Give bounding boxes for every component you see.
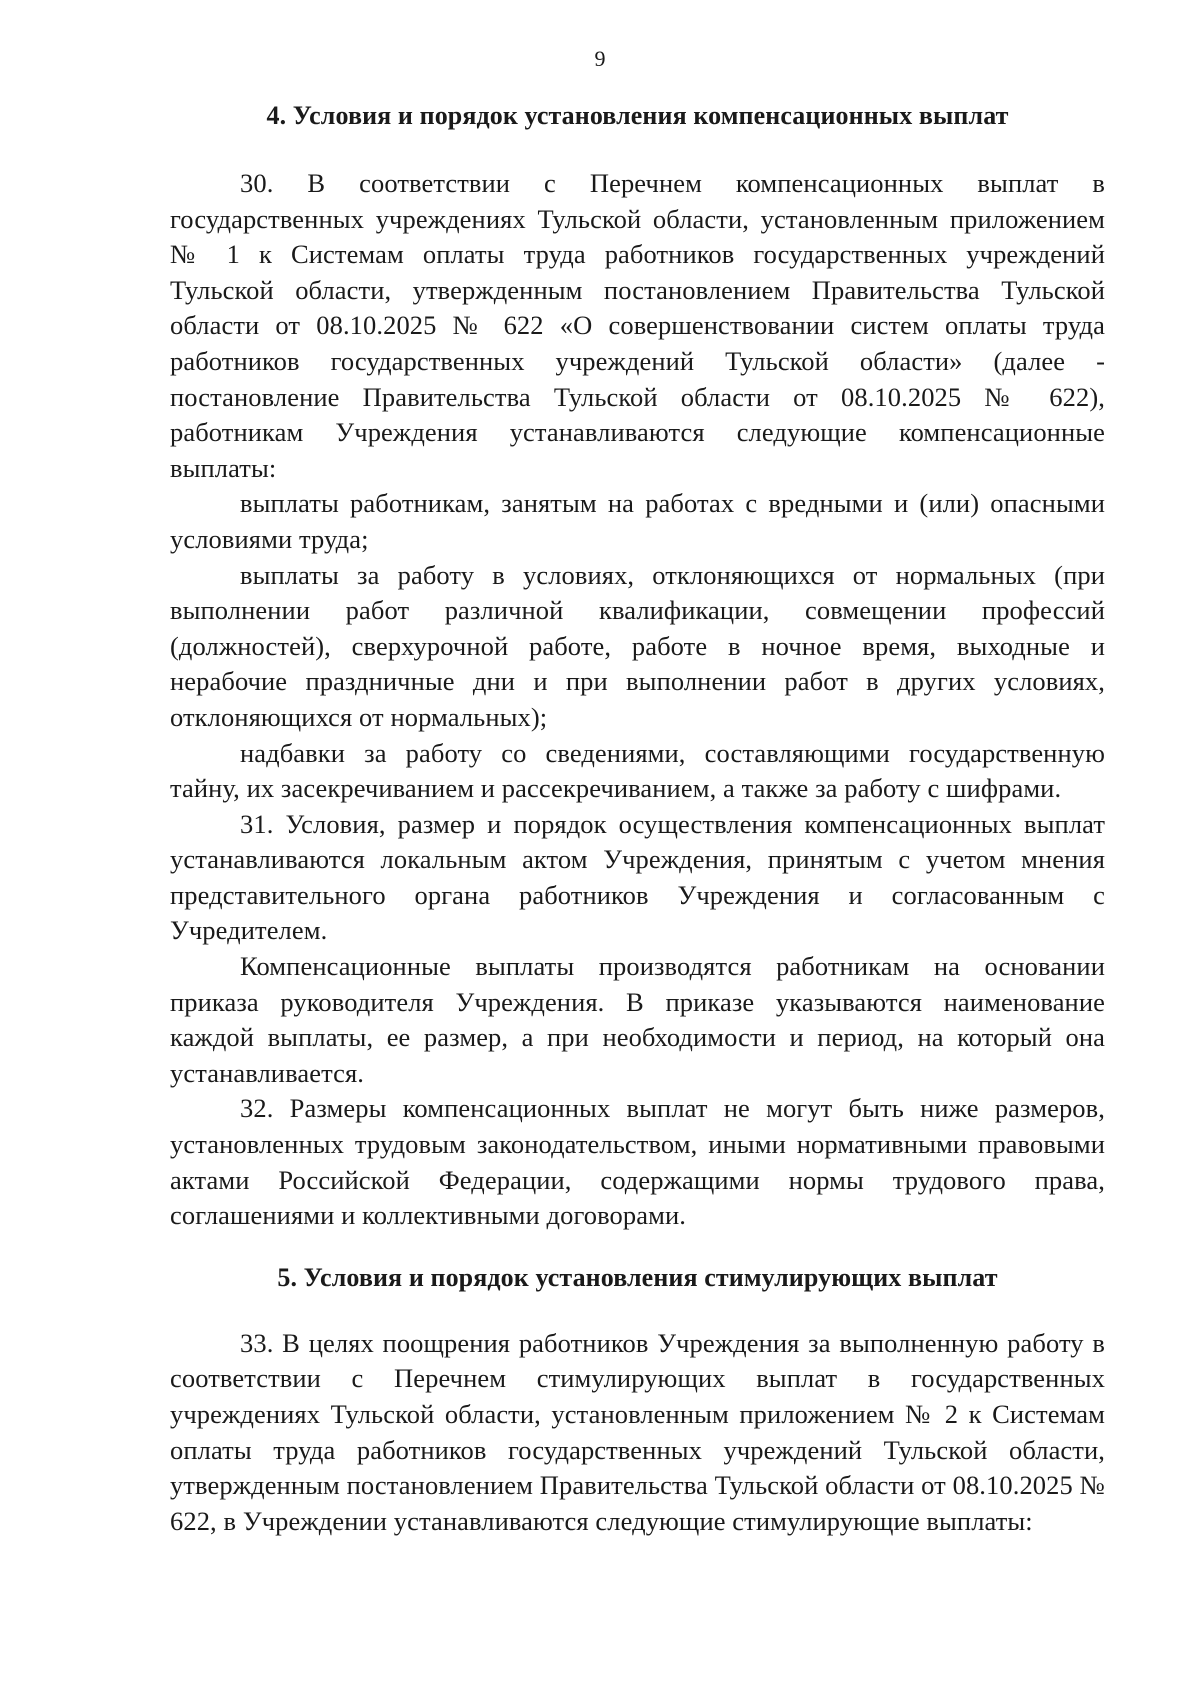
paragraph-state-secret: надбавки за работу со сведениями, составляющими государственную тайну, их засекречиванием и рассекречиванием, а также за работу с шифрами. xyxy=(170,737,1105,804)
document-body xyxy=(170,98,1105,1539)
spacer xyxy=(170,1296,1105,1326)
paragraph-30: 30. В соответствии с Перечнем компенсационных выплат в государственных учреждениях Тульской области, установленным приложением № 1 к Системам оплаты труда работников государственных учреждений Тульской области, утвержденным постановлением Правительства Тульской области от 08.10.2025 № 622 «О совершенствовании систем оплаты труда работников государственных учреждений Тульской области» (далее - постановление Правительства Тульской области от 08.10.2025 № 622), работникам Учреждения устанавливаются следующие компенсационные выплаты: xyxy=(170,168,1105,483)
spacer xyxy=(170,134,1105,166)
paragraph-abnormal-conditions: выплаты за работу в условиях, отклоняющихся от нормальных (при выполнении работ различной квалификации, совмещении профессий (должностей), сверхурочной работе, работе в ночное время, выходные и нерабочие праздничные дни и при выполнении работ в других условиях, отклоняющихся от нормальных); xyxy=(170,559,1105,732)
paragraph-harmful-conditions: выплаты работникам, занятым на работах с вредными и (или) опасными условиями труда; xyxy=(170,488,1105,554)
page-number: 9 xyxy=(594,46,606,71)
section-5-heading: 5. Условия и порядок установления стимулирующих выплат xyxy=(277,1262,998,1292)
paragraph-order-payments: Компенсационные выплаты производятся работникам на основании приказа руководителя Учреждения. В приказе указываются наименование каждой выплаты, ее размер, а при необходимости и период, на который она устанавливается. xyxy=(170,951,1105,1088)
section-4-heading: 4. Условия и порядок установления компенсационных выплат xyxy=(266,101,1009,130)
paragraph-31: 31. Условия, размер и порядок осуществления компенсационных выплат устанавливаются локальным актом Учреждения, принятым с учетом мнения представительного органа работников Учреждения и согласованным с Учредителем. xyxy=(170,808,1105,946)
paragraph-33: 33. В целях поощрения работников Учреждения за выполненную работу в соответствии с Перечнем стимулирующих выплат в государственных учреждениях Тульской области, установленным приложением № 2 к Системам оплаты труда работников государственных учреждений Тульской области, утвержденным постановлением Правительства Тульской области от 08.10.2025 № 622, в Учреждении устанавливаются следующие стимулирующие выплаты: xyxy=(170,1327,1105,1536)
paragraph-32: 32. Размеры компенсационных выплат не могут быть ниже размеров, установленных трудовым законодательством, иными нормативными правовыми актами Российской Федерации, содержащими нормы трудового права, соглашениями и коллективными договорами. xyxy=(170,1093,1105,1231)
spacer xyxy=(170,1234,1105,1260)
